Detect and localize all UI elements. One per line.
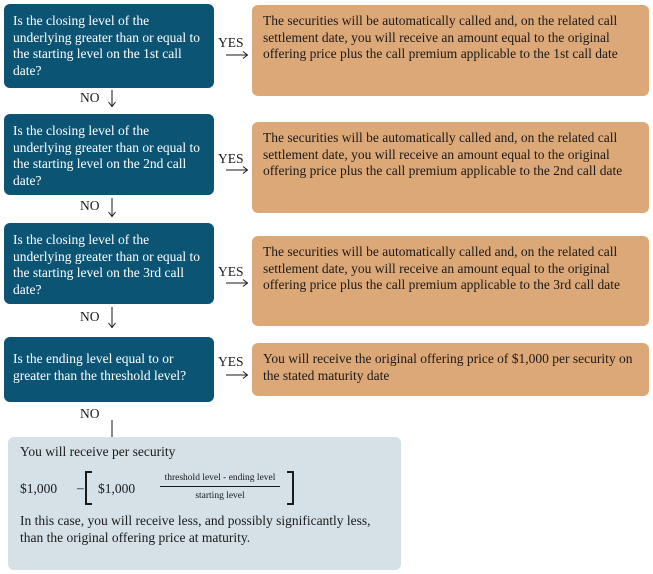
yes-label-2: YES xyxy=(218,151,244,166)
outcome-text-1: The securities will be automatically called and, on the related call settlement date, you will receive an amount equal to the original offering price plus the call premium applicable to the 1st call date xyxy=(263,13,618,61)
question-text-3: Is the closing level of the underlying greater than or equal to the starting level on the 3rd call date? xyxy=(13,232,201,297)
yes-arrow-icon-4 xyxy=(226,370,250,380)
final-outro-text: In this case, you will receive less, and possibly significantly less, than the original offering price at maturity. xyxy=(20,513,371,545)
formula-amount-outer: $1,000 xyxy=(20,481,58,496)
formula-numerator: threshold level - ending level xyxy=(160,473,280,487)
question-text-4: Is the ending level equal to or greater than the threshold level? xyxy=(13,351,187,383)
formula-amount-inner: $1,000 xyxy=(98,481,136,496)
payment-formula xyxy=(20,471,390,507)
no-label-3: NO xyxy=(80,309,100,324)
question-text-2: Is the closing level of the underlying greater than or equal to the starting level on the 2nd call date? xyxy=(13,123,201,188)
yes-arrow-icon-3 xyxy=(226,278,250,288)
no-label-2: NO xyxy=(80,198,100,213)
no-label-4: NO xyxy=(80,406,100,421)
outcome-text-3: The securities will be automatically called and, on the related call settlement date, you will receive an amount equal to the original offering price plus the call premium applicable to the 3rd call date xyxy=(263,244,620,292)
formula-fraction xyxy=(160,473,280,501)
outcome-box-1 xyxy=(252,5,649,96)
outcome-box-4 xyxy=(252,343,649,396)
right-bracket-icon xyxy=(286,471,295,505)
question-box-4 xyxy=(4,337,214,402)
formula-denominator: starting level xyxy=(195,491,245,501)
outcome-text-2: The securities will be automatically called and, on the related call settlement date, you will receive an amount equal to the original offering price plus the call premium applicable to the 2nd call date xyxy=(263,130,623,178)
yes-label-1: YES xyxy=(218,35,244,50)
outcome-box-3 xyxy=(252,236,649,326)
yes-label-4: YES xyxy=(218,354,244,369)
no-label-1: NO xyxy=(80,90,100,105)
outcome-text-4: You will receive the original offering price of $1,000 per security on the stated maturity date xyxy=(263,351,633,383)
yes-label-3: YES xyxy=(218,264,244,279)
formula-minus: – xyxy=(77,480,84,495)
yes-arrow-icon-1 xyxy=(226,50,250,60)
question-text-1: Is the closing level of the underlying greater than or equal to the starting level on the 1st call date? xyxy=(13,13,201,78)
question-box-2 xyxy=(4,114,214,195)
left-bracket-icon xyxy=(84,471,93,505)
question-box-1 xyxy=(4,4,214,88)
down-arrow-icon-2 xyxy=(107,198,117,218)
down-arrow-icon-3 xyxy=(107,307,117,329)
down-arrow-icon-1 xyxy=(107,90,117,108)
yes-arrow-icon-2 xyxy=(226,165,250,175)
final-intro-text: You will receive per security xyxy=(20,444,176,459)
final-outcome-box xyxy=(8,437,401,570)
question-box-3 xyxy=(4,223,214,304)
outcome-box-2 xyxy=(252,122,649,213)
